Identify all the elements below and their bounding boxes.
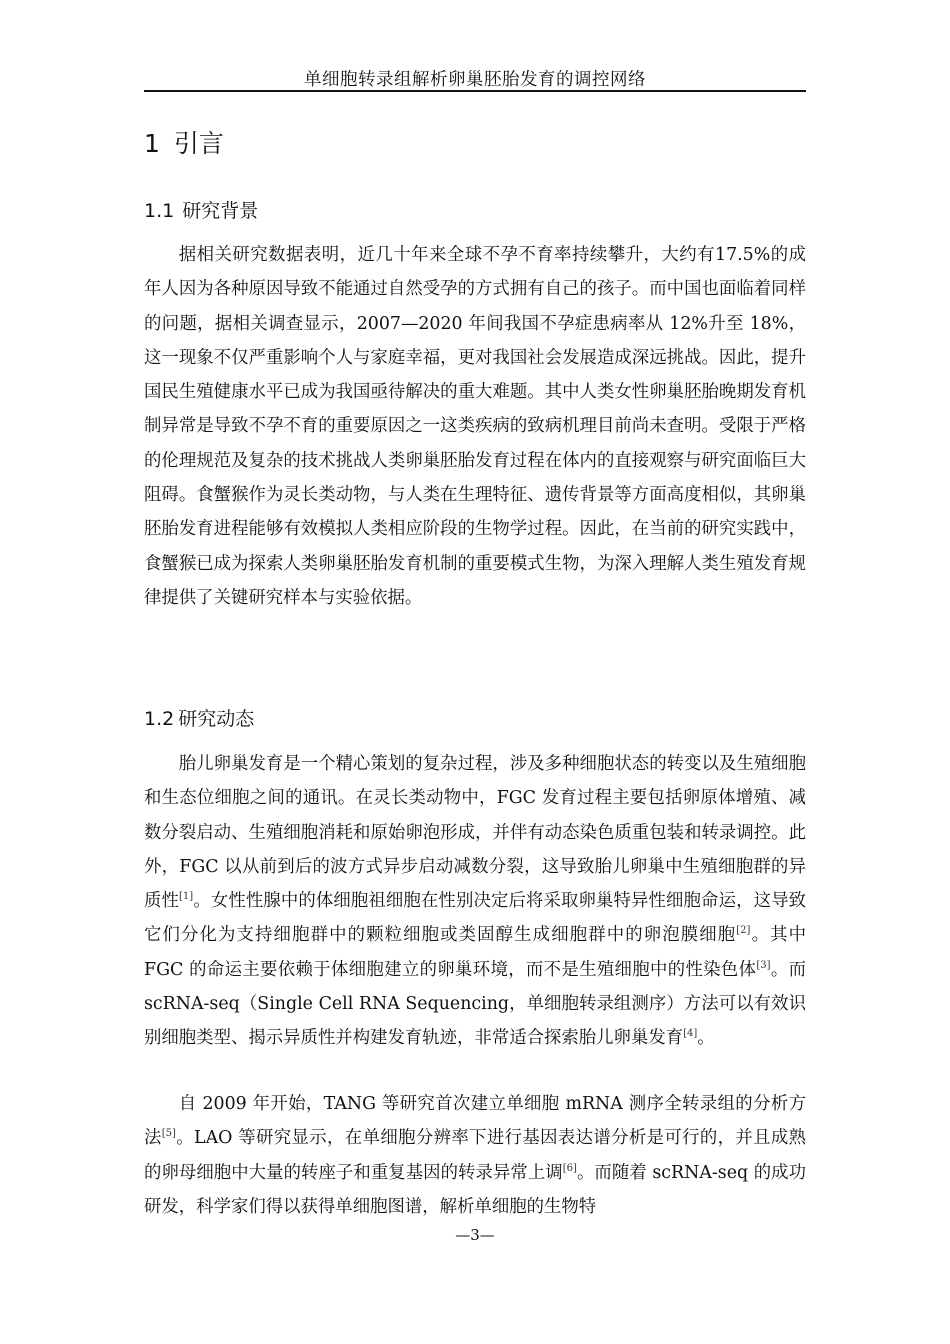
- text-run: 。而 scRNA-seq（Single Cell RNA Sequencing，单细胞转录组测序）方法可以有效识别细胞类型、揭示异质性并构建发育轨迹，非常适合探索胎儿卵巢发育: [144, 959, 806, 1049]
- section-number: 1.1: [144, 200, 175, 222]
- research-paragraph-2: [144, 1087, 806, 1224]
- citation-ref[interactable]: [1]: [179, 891, 194, 903]
- section-heading-1-1: [144, 196, 258, 223]
- header-rule: [144, 90, 806, 92]
- citation-ref[interactable]: [6]: [562, 1162, 577, 1174]
- text-run: 胎儿卵巢发育是一个精心策划的复杂过程，涉及多种细胞状态的转变以及生殖细胞和生态位细胞之间的通讯。在灵长类动物中，FGC 发育过程主要包括卵原体增殖、减数分裂启动、生殖细胞消耗和原始卵泡形成，并伴有动态染色质重包装和转录调控。此外，FGC 以从前到后的波方式异步启动减数分裂，这导致胎儿卵巢中生殖细胞群的异质性: [144, 754, 806, 912]
- section-title: 研究动态: [178, 708, 255, 730]
- text-run: 。: [697, 1028, 715, 1049]
- section-number: 1.2: [144, 708, 175, 730]
- citation-ref[interactable]: [4]: [683, 1028, 698, 1040]
- text-run: 。其中 FGC 的命运主要依赖于体细胞建立的卵巢环境，而不是生殖细胞中的性染色体: [144, 925, 806, 980]
- citation-ref[interactable]: [3]: [756, 959, 771, 971]
- chapter-title: 引言: [173, 129, 224, 158]
- citation-ref[interactable]: [5]: [161, 1128, 176, 1140]
- text-run: 。女性性腺中的体细胞祖细胞在性别决定后将采取卵巢特异性细胞命运，这导致它们分化为支持细胞群中的颗粒细胞或类固醇生成细胞群中的卵泡膜细胞: [144, 891, 806, 946]
- text-run: 自 2009 年开始，TANG 等研究首次建立单细胞 mRNA 测序全转录组的分析方法: [144, 1094, 806, 1149]
- page-number: —3—: [455, 1226, 495, 1244]
- background-paragraph: 据相关研究数据表明，近几十年来全球不孕不育率持续攀升，大约有17.5%的成年人因为各种原因导致不能通过自然受孕的方式拥有自己的孩子。而中国也面临着同样的问题，据相关调查显示，2007—2020 年间我国不孕症患病率从 12%升至 18%，这一现象不仅严重影响个人与家庭幸福，更对我国社会发展造成深远挑战。因此，提升国民生殖健康水平已成为我国亟待解决的重大难题。其中人类女性卵巢胚胎晚期发育机制异常是导致不孕不育的重要原因之一这类疾病的致病机理目前尚未查明。受限于严格的伦理规范及复杂的技术挑战人类卵巢胚胎发育过程在体内的直接观察与研究面临巨大阻碍。食蟹猴作为灵长类动物，与人类在生理特征、遗传背景等方面高度相似，其卵巢胚胎发育进程能够有效模拟人类相应阶段的生物学过程。因此，在当前的研究实践中，食蟹猴已成为探索人类卵巢胚胎发育机制的重要模式生物，为深入理解人类生殖发育规律提供了关键研究样本与实验依据。: [144, 245, 806, 608]
- chapter-heading: [144, 124, 224, 160]
- citation-ref[interactable]: [2]: [736, 925, 751, 937]
- running-header: 单细胞转录组解析卵巢胚胎发育的调控网络: [304, 70, 646, 90]
- section-title: 研究背景: [182, 200, 259, 222]
- chapter-number: 1: [144, 129, 160, 158]
- research-paragraph-1: [144, 747, 806, 1056]
- text-run: 。LAO 等研究显示，在单细胞分辨率下进行基因表达谱分析是可行的，并且成熟的卵母细胞中大量的转座子和重复基因的转录异常上调: [144, 1128, 806, 1183]
- section-heading-1-2: [144, 704, 254, 731]
- text-run: 。而随着 scRNA-seq 的成功研发，科学家们得以获得单细胞图谱，解析单细胞的生物特: [144, 1162, 806, 1217]
